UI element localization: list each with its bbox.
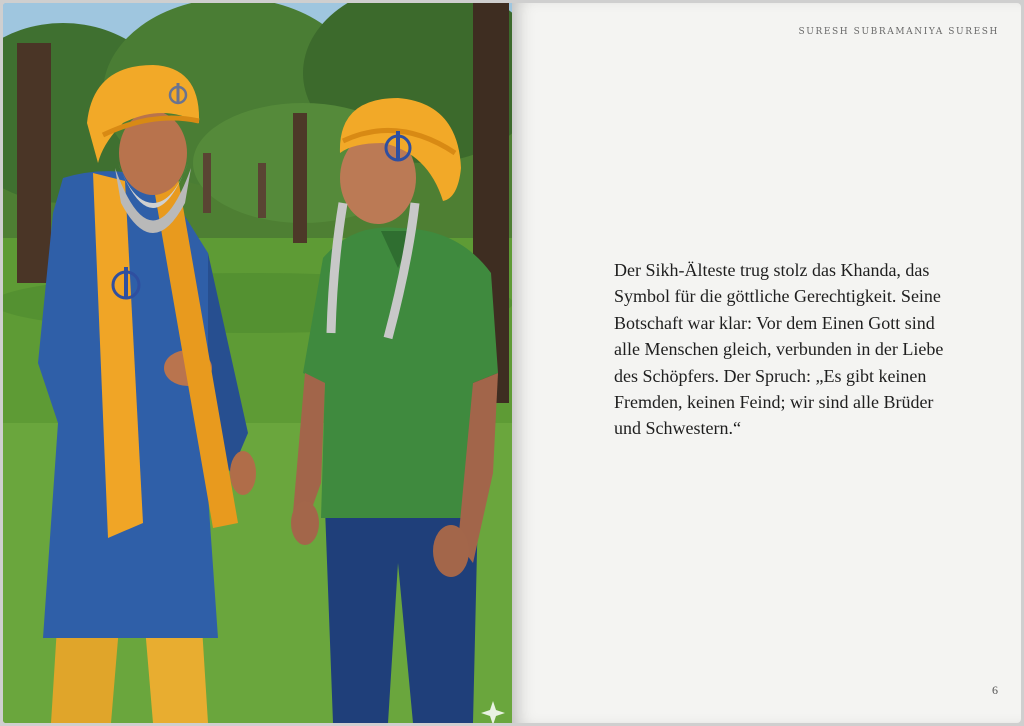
text-page [512,3,1021,723]
story-paragraph [614,257,944,442]
page-number: 6 [992,683,998,697]
illustration-page [3,3,512,723]
story-paragraph-text: Der Sikh-Älteste trug stolz das Khanda, das Symbol für die göttliche Gerechtigkeit. Seine Botschaft war klar: Vor dem Einen Gott sind alle Menschen gleich, verbunden in der Liebe des Schöpfers. Der Spruch: „Es gibt keinen Fremden, keinen Feind; wir sind alle Brüder und Schwestern.“ [614,260,944,439]
park-illustration [3,3,512,723]
tree-trunk [293,113,307,243]
running-head: SURESH SUBRAMANIYA SURESH [798,27,999,37]
tree-trunk [17,43,51,283]
